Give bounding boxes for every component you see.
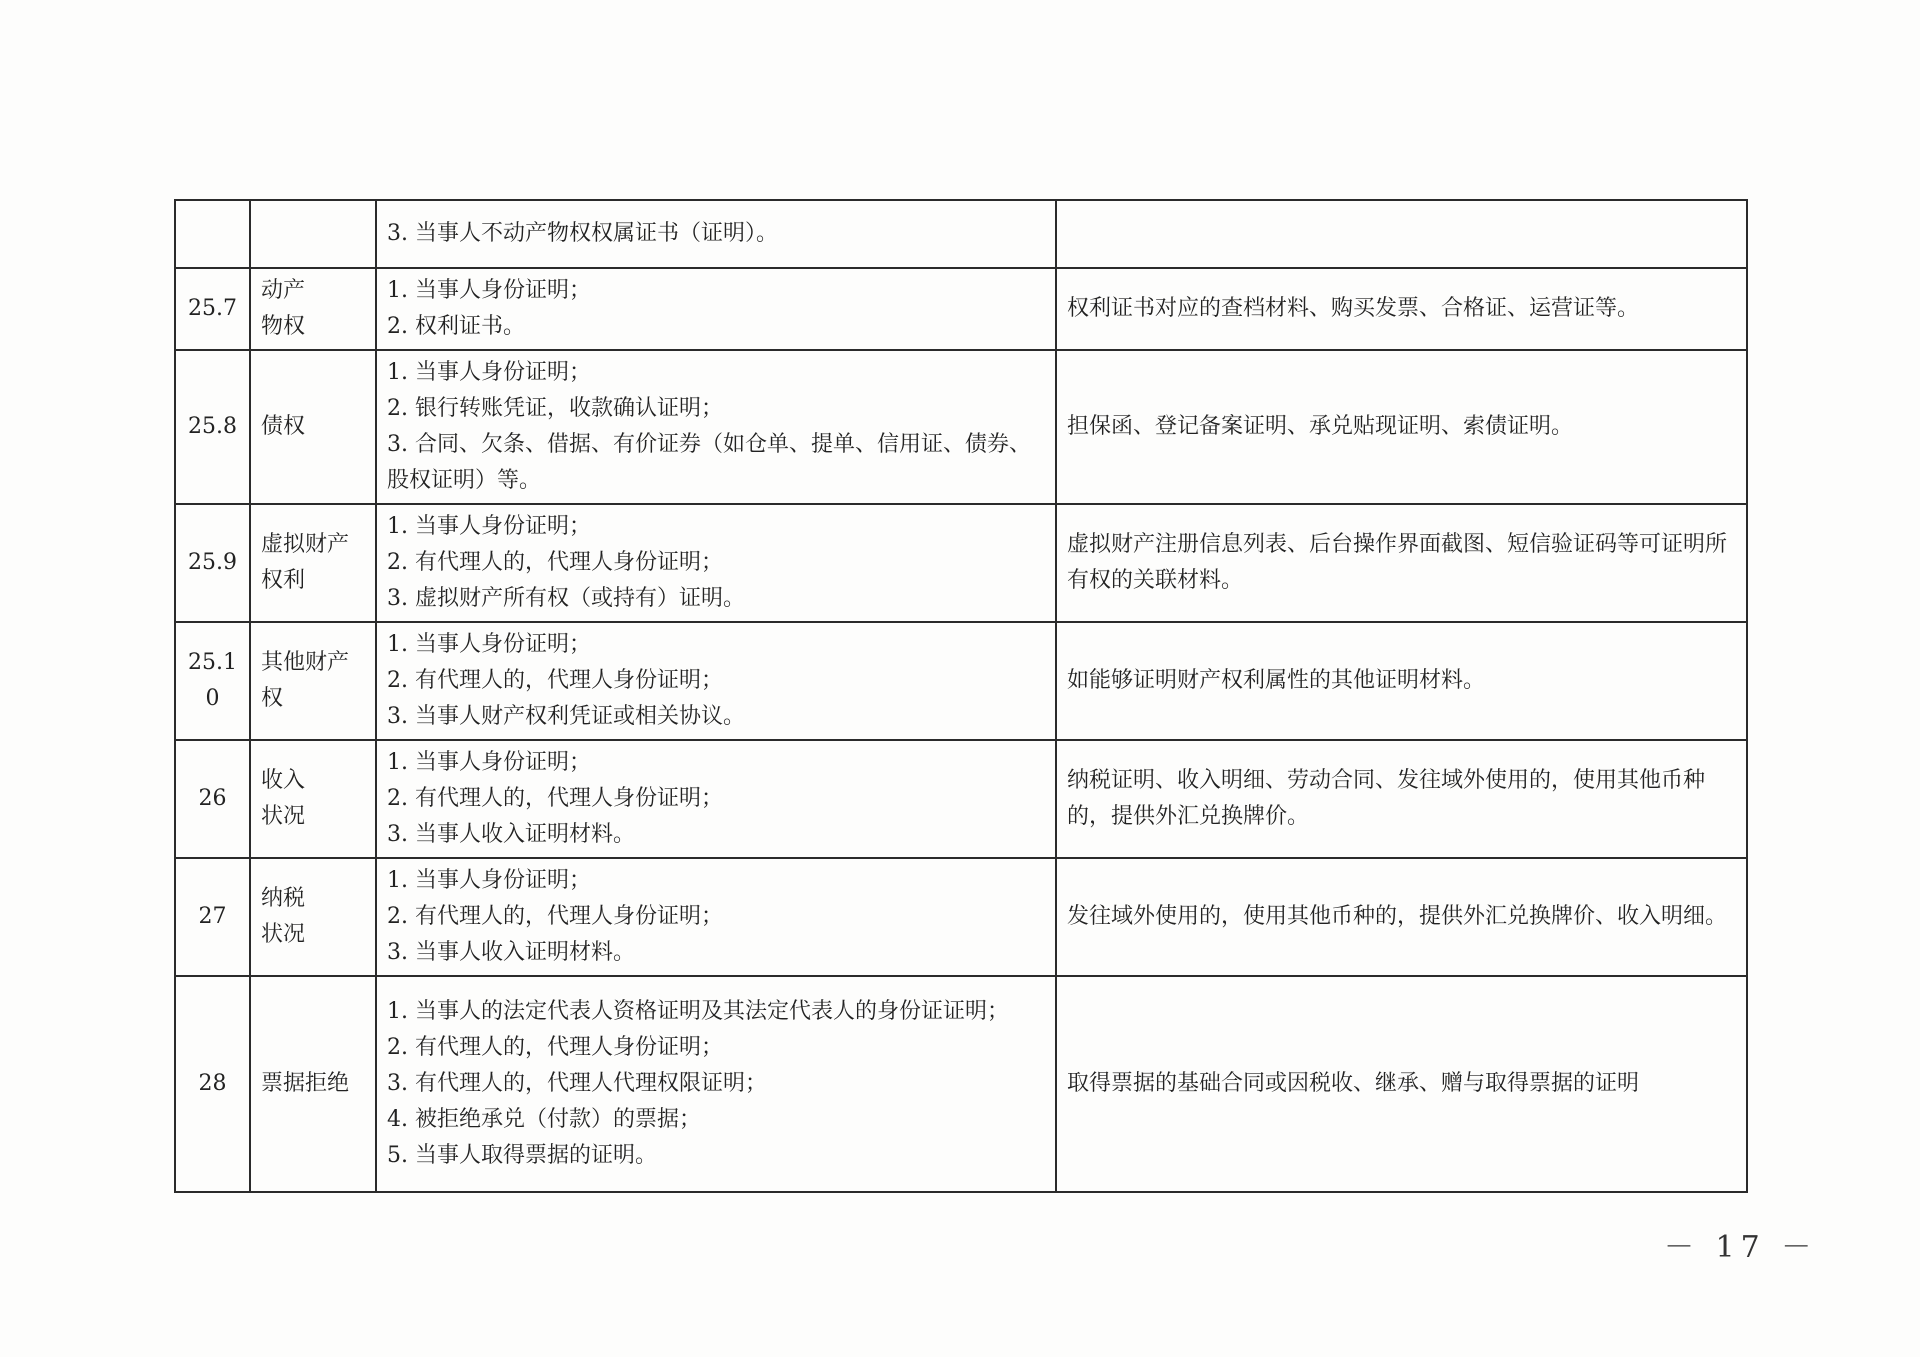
requirement-line: 3. 有代理人的，代理人代理权限证明；: [387, 1071, 767, 1096]
table-row: [175, 622, 1747, 740]
table-row: [175, 740, 1747, 858]
table-row: [175, 200, 1747, 268]
requirement-line: 1. 当事人身份证明；: [387, 278, 591, 303]
page-number: － 17 －: [1664, 1230, 1818, 1265]
other-materials: 发往域外使用的，使用其他币种的，提供外汇兑换牌价、收入明细。: [1056, 858, 1747, 976]
item-name-line: 纳税: [261, 886, 306, 911]
requirement-line: 1. 当事人身份证明；: [387, 514, 591, 539]
requirement-line: 3. 当事人不动产物权权属证书（证明）。: [387, 221, 778, 246]
requirement-line: 2. 权利证书。: [387, 314, 525, 339]
requirement-line: 2. 银行转账凭证，收款确认证明；: [387, 396, 723, 421]
item-name: [250, 858, 376, 976]
item-name-line: 状况: [261, 922, 306, 947]
other-materials: 权利证书对应的查档材料、购买发票、合格证、运营证等。: [1056, 268, 1747, 350]
required-materials: [376, 200, 1056, 268]
item-number: 26: [175, 740, 250, 858]
item-number: 25.9: [175, 504, 250, 622]
requirement-line: 1. 当事人身份证明；: [387, 360, 591, 385]
item-name: [250, 200, 376, 268]
table-row: [175, 504, 1747, 622]
required-materials: [376, 622, 1056, 740]
item-name: 其他财产权: [250, 622, 376, 740]
item-name-line: 收入: [261, 768, 306, 793]
requirement-line: 1. 当事人身份证明；: [387, 750, 591, 775]
other-materials: 如能够证明财产权利属性的其他证明材料。: [1056, 622, 1747, 740]
item-number: 25.8: [175, 350, 250, 504]
requirement-line: 3. 虚拟财产所有权（或持有）证明。: [387, 586, 745, 611]
requirements-table: [174, 199, 1748, 1193]
required-materials: [376, 858, 1056, 976]
table-row: [175, 350, 1747, 504]
requirement-line: 2. 有代理人的，代理人身份证明；: [387, 550, 723, 575]
item-number: 25.10: [175, 622, 250, 740]
requirement-line: 1. 当事人身份证明；: [387, 632, 591, 657]
item-name-line: 状况: [261, 804, 306, 829]
other-materials: 纳税证明、收入明细、劳动合同、发往域外使用的，使用其他币种的，提供外汇兑换牌价。: [1056, 740, 1747, 858]
item-name-line: 动产: [261, 278, 306, 303]
other-materials: [1056, 200, 1747, 268]
requirement-line: 3. 合同、欠条、借据、有价证券（如仓单、提单、信用证、债券、股权证明）等。: [387, 432, 1031, 493]
required-materials: [376, 268, 1056, 350]
item-name: [250, 740, 376, 858]
table-row: [175, 268, 1747, 350]
required-materials: [376, 976, 1056, 1192]
item-name: 虚拟财产权利: [250, 504, 376, 622]
requirement-line: 1. 当事人的法定代表人资格证明及其法定代表人的身份证证明；: [387, 999, 1009, 1024]
item-name: [250, 268, 376, 350]
requirement-line: 2. 有代理人的，代理人身份证明；: [387, 1035, 723, 1060]
table-row: [175, 858, 1747, 976]
item-name-line: 物权: [261, 314, 306, 339]
required-materials: [376, 504, 1056, 622]
requirement-line: 2. 有代理人的，代理人身份证明；: [387, 786, 723, 811]
item-number: 27: [175, 858, 250, 976]
item-number: 25.7: [175, 268, 250, 350]
other-materials: 虚拟财产注册信息列表、后台操作界面截图、短信验证码等可证明所有权的关联材料。: [1056, 504, 1747, 622]
item-name: 票据拒绝: [250, 976, 376, 1192]
table-body: [175, 200, 1747, 1192]
requirement-line: 5. 当事人取得票据的证明。: [387, 1143, 657, 1168]
requirement-line: 3. 当事人财产权利凭证或相关协议。: [387, 704, 745, 729]
requirement-line: 3. 当事人收入证明材料。: [387, 940, 635, 965]
requirement-line: 3. 当事人收入证明材料。: [387, 822, 635, 847]
other-materials: 担保函、登记备案证明、承兑贴现证明、索债证明。: [1056, 350, 1747, 504]
requirement-line: 4. 被拒绝承兑（付款）的票据；: [387, 1107, 701, 1132]
item-number: 28: [175, 976, 250, 1192]
item-name: 债权: [250, 350, 376, 504]
table-row: [175, 976, 1747, 1192]
requirement-line: 2. 有代理人的，代理人身份证明；: [387, 904, 723, 929]
requirement-line: 2. 有代理人的，代理人身份证明；: [387, 668, 723, 693]
required-materials: [376, 350, 1056, 504]
requirement-line: 1. 当事人身份证明；: [387, 868, 591, 893]
required-materials: [376, 740, 1056, 858]
other-materials: 取得票据的基础合同或因税收、继承、赠与取得票据的证明: [1056, 976, 1747, 1192]
item-number: [175, 200, 250, 268]
